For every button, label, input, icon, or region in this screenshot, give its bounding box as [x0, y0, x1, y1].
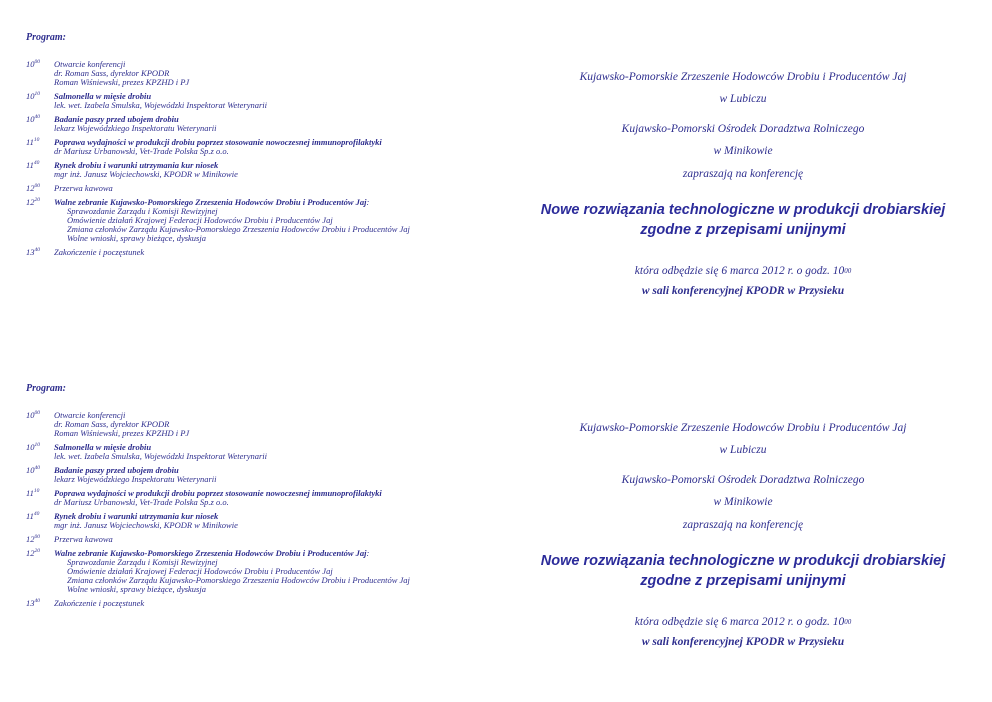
- invitation-section: [502, 70, 984, 298]
- program-item: [26, 512, 496, 530]
- item-time: $12^{00}$: [26, 534, 40, 544]
- item-title: Salmonella w mięsie drobiu: [54, 442, 152, 452]
- organizer-location: w Minikowie: [713, 496, 773, 508]
- item-time: $11^{10}$: [26, 137, 40, 147]
- item-title: Rynek drobiu i warunki utrzymania kur niosek: [54, 160, 219, 170]
- item-detail: dr. Roman Sass, dyrektor KPODR: [54, 419, 170, 429]
- item-title: Zakończenie i poczęstunek: [54, 598, 145, 608]
- item-detail: Sprawozdanie Zarządu i Komisji Rewizyjnej: [67, 557, 218, 567]
- program-item: [26, 549, 496, 594]
- item-time: $10^{10}$: [26, 91, 40, 101]
- item-detail: dr Mariusz Urbanowski, Vet-Trade Polska Sp.z o.o.: [54, 497, 229, 507]
- conference-title-line: Nowe rozwiązania technologiczne w produkcji drobiarskiej: [540, 553, 946, 569]
- item-detail: Roman Wiśniewski, prezes KPZHD i PJ: [54, 428, 190, 438]
- program-item: [26, 535, 496, 544]
- item-detail: lek. wet. Izabela Smulska, Wojewódzki Inspektorat Weterynarii: [54, 100, 268, 110]
- item-time: $10^{00}$: [26, 410, 40, 420]
- program-item: [26, 489, 496, 507]
- item-time: $11^{10}$: [26, 488, 40, 498]
- item-detail: Sprawozdanie Zarządu i Komisji Rewizyjnej: [67, 206, 218, 216]
- item-detail: Zmiana członków Zarządu Kujawsko-Pomorskiego Zrzeszenia Hodowców Drobiu i Producentów Jaj: [67, 575, 410, 585]
- item-time: $12^{20}$: [26, 548, 40, 558]
- item-detail: mgr inż. Janusz Wojciechowski, KPODR w Minikowie: [54, 520, 238, 530]
- program-item: [26, 60, 496, 87]
- item-title: Otwarcie konferencji: [54, 59, 126, 69]
- invite-text: zapraszają na konferencję: [682, 168, 804, 180]
- program-item: [26, 466, 496, 484]
- program-item: [26, 161, 496, 179]
- item-title: Poprawa wydajności w produkcji drobiu poprzez stosowanie nowoczesnej immunoprofilaktyki: [54, 137, 382, 147]
- program-item: [26, 599, 496, 608]
- item-detail: dr. Roman Sass, dyrektor KPODR: [54, 68, 170, 78]
- program-item: [26, 248, 496, 257]
- item-time: $10^{40}$: [26, 465, 40, 475]
- organizer-name: Kujawsko-Pomorskie Zrzeszenie Hodowców Drobiu i Producentów Jaj: [579, 71, 907, 83]
- item-time: $12^{00}$: [26, 183, 40, 193]
- item-time: $11^{40}$: [26, 511, 40, 521]
- program-item: [26, 92, 496, 110]
- item-detail: lekarz Wojewódzkiego Inspektoratu Weterynarii: [54, 123, 217, 133]
- conference-title: [502, 200, 984, 240]
- program-item: [26, 198, 496, 243]
- item-time: $12^{20}$: [26, 197, 40, 207]
- conference-title-line: Nowe rozwiązania technologiczne w produkcji drobiarskiej: [540, 202, 946, 218]
- program-item: [26, 184, 496, 193]
- item-time: $13^{40}$: [26, 247, 40, 257]
- conference-date: która odbędzie się 6 marca 2012 r. o godz. $10^{00}$: [634, 616, 852, 628]
- item-title: Zakończenie i poczęstunek: [54, 247, 145, 257]
- item-detail: lekarz Wojewódzkiego Inspektoratu Weterynarii: [54, 474, 217, 484]
- conference-venue: w sali konferencyjnej KPODR w Przysieku: [641, 636, 845, 648]
- item-time: $10^{40}$: [26, 114, 40, 124]
- item-detail: lek. wet. Izabela Smulska, Wojewódzki Inspektorat Weterynarii: [54, 451, 268, 461]
- item-title: Przerwa kawowa: [54, 534, 113, 544]
- item-title: Badanie paszy przed ubojem drobiu: [54, 114, 179, 124]
- item-title: Rynek drobiu i warunki utrzymania kur niosek: [54, 511, 219, 521]
- item-detail: Omówienie działań Krajowej Federacji Hodowców Drobiu i Producentów Jaj: [67, 215, 333, 225]
- item-time: $10^{00}$: [26, 59, 40, 69]
- organizer-name: Kujawsko-Pomorskie Zrzeszenie Hodowców Drobiu i Producentów Jaj: [579, 422, 907, 434]
- item-detail: Wolne wnioski, sprawy bieżące, dyskusja: [67, 233, 206, 243]
- program-item: [26, 443, 496, 461]
- item-title: Otwarcie konferencji: [54, 410, 126, 420]
- invitation-sheet-bottom: [0, 351, 992, 702]
- invitation-section: [502, 421, 984, 649]
- organizer-location: w Lubiczu: [719, 93, 767, 105]
- item-title: Poprawa wydajności w produkcji drobiu poprzez stosowanie nowoczesnej immunoprofilaktyki: [54, 488, 382, 498]
- organizer-name: Kujawsko-Pomorski Ośrodek Doradztwa Rolniczego: [621, 123, 865, 135]
- program-item: [26, 138, 496, 156]
- organizer-location: w Minikowie: [713, 145, 773, 157]
- item-time: $13^{40}$: [26, 598, 40, 608]
- program-heading: Program:: [26, 32, 66, 43]
- item-detail: dr Mariusz Urbanowski, Vet-Trade Polska Sp.z o.o.: [54, 146, 229, 156]
- conference-date: która odbędzie się 6 marca 2012 r. o godz. $10^{00}$: [634, 265, 852, 277]
- item-time: $11^{40}$: [26, 160, 40, 170]
- conference-venue: w sali konferencyjnej KPODR w Przysieku: [641, 285, 845, 297]
- item-title: Salmonella w mięsie drobiu: [54, 91, 152, 101]
- item-title: Walne zebranie Kujawsko-Pomorskiego Zrzeszenia Hodowców Drobiu i Producentów Jaj:: [54, 197, 370, 207]
- conference-title-line: zgodne z przepisami unijnymi: [640, 222, 846, 238]
- invite-text: zapraszają na konferencję: [682, 519, 804, 531]
- item-time: $10^{10}$: [26, 442, 40, 452]
- program-item: [26, 411, 496, 438]
- item-detail: Wolne wnioski, sprawy bieżące, dyskusja: [67, 584, 206, 594]
- item-detail: Omówienie działań Krajowej Federacji Hodowców Drobiu i Producentów Jaj: [67, 566, 333, 576]
- conference-title: [502, 551, 984, 591]
- program-heading: Program:: [26, 383, 66, 394]
- organizer-location: w Lubiczu: [719, 444, 767, 456]
- item-title: Walne zebranie Kujawsko-Pomorskiego Zrzeszenia Hodowców Drobiu i Producentów Jaj:: [54, 548, 370, 558]
- item-title: Przerwa kawowa: [54, 183, 113, 193]
- item-title: Badanie paszy przed ubojem drobiu: [54, 465, 179, 475]
- organizer-name: Kujawsko-Pomorski Ośrodek Doradztwa Rolniczego: [621, 474, 865, 486]
- item-detail: Roman Wiśniewski, prezes KPZHD i PJ: [54, 77, 190, 87]
- program-section: [26, 32, 496, 262]
- item-detail: Zmiana członków Zarządu Kujawsko-Pomorskiego Zrzeszenia Hodowców Drobiu i Producentów Jaj: [67, 224, 410, 234]
- program-item: [26, 115, 496, 133]
- item-detail: mgr inż. Janusz Wojciechowski, KPODR w Minikowie: [54, 169, 238, 179]
- conference-title-line: zgodne z przepisami unijnymi: [640, 573, 846, 589]
- program-section: [26, 383, 496, 613]
